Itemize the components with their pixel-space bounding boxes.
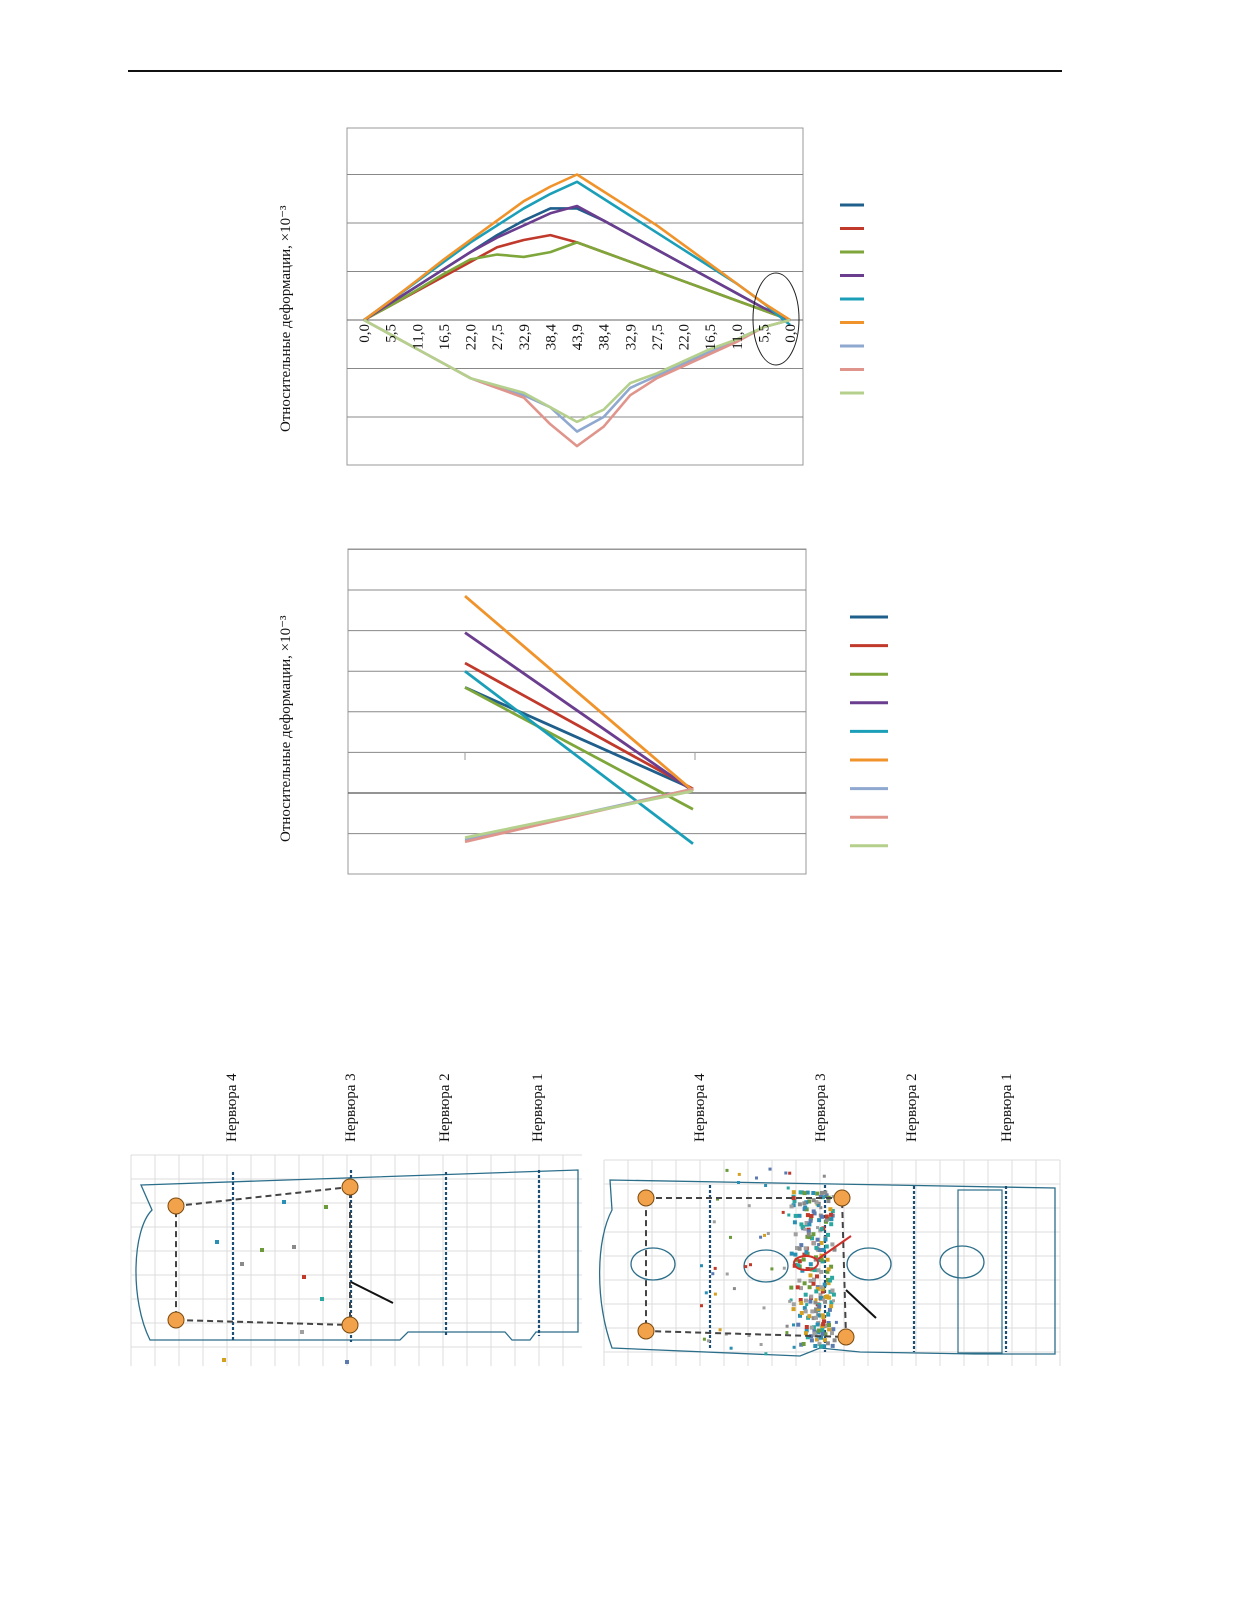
chart1-tick-label: 38,4	[596, 324, 613, 351]
diagram2-scatter-point	[812, 1209, 816, 1213]
diagram2-scatter-point	[822, 1319, 826, 1323]
diagram2-scatter-point	[828, 1207, 832, 1211]
chart2-series-5	[465, 671, 693, 844]
diagram2-scatter-point	[830, 1276, 834, 1280]
diagram2-scatter-point	[797, 1279, 801, 1283]
chart1-ylabel: Относительные деформации, ×10⁻³	[278, 205, 294, 432]
diagram2-scatter-point	[749, 1263, 752, 1266]
diagram2-scatter-point	[786, 1325, 789, 1328]
diagram2-scatter-point	[759, 1236, 762, 1239]
diagram2-scatter-point	[822, 1298, 825, 1301]
chart1-series-5	[364, 182, 790, 325]
diagram2-scatter-point	[814, 1316, 818, 1320]
diagram2-scatter-point	[816, 1226, 819, 1229]
diagram2-scatter-point	[788, 1300, 791, 1303]
diagram2-scatter-point	[811, 1191, 815, 1195]
diagram1-sensor-zone	[176, 1187, 350, 1325]
diagram1-scatter-point	[345, 1360, 349, 1364]
chart1-tick-label: 32,9	[623, 324, 640, 351]
chart1-tick-label: 5,5	[756, 324, 773, 343]
diagram2-scatter-point	[803, 1206, 807, 1210]
diagram2-scatter-point	[803, 1191, 807, 1195]
diagram2-scatter-point	[783, 1267, 786, 1270]
chart2-series-1	[465, 687, 693, 789]
diagram2-scatter-point	[792, 1196, 796, 1200]
chart1-tick-label: 32,9	[516, 324, 533, 351]
diagram2-scatter-point	[812, 1198, 816, 1202]
diagram2-scatter-point	[767, 1232, 770, 1235]
diagram2-scatter-point	[814, 1289, 818, 1293]
diagram2-scatter-point	[829, 1213, 833, 1217]
diagram1-crack-line	[351, 1282, 393, 1303]
chart1-tick-label: 22,0	[676, 324, 693, 351]
diagram2-scatter-point	[832, 1293, 836, 1297]
diagram2-scatter-point	[803, 1281, 807, 1285]
diagram2-scatter-point	[730, 1347, 733, 1350]
diagram2-scatter-point	[827, 1267, 831, 1271]
diagram2-scatter-point	[802, 1201, 806, 1205]
diagram1-scatter-point	[222, 1358, 226, 1362]
diagram2-scatter-point	[711, 1272, 714, 1275]
diagram2-scatter-point	[830, 1331, 834, 1335]
diagram1-scatter-point	[215, 1240, 219, 1244]
diagram2-scatter-point	[811, 1232, 815, 1236]
diagram2-scatter-point	[713, 1220, 716, 1223]
diagram2-scatter-point	[831, 1289, 835, 1293]
diagram2-scatter-point	[803, 1228, 806, 1231]
diagram2-scatter-point	[829, 1217, 833, 1221]
diagram2-scatter-point	[793, 1346, 796, 1349]
chart1-tick-label: 16,5	[703, 324, 720, 351]
diagram2-scatter-point	[784, 1172, 787, 1175]
diagram2-scatter-point	[793, 1220, 797, 1224]
chart1-tick-label: 0,0	[357, 324, 373, 343]
diagram1-sensor-1	[168, 1198, 184, 1214]
diagram2-scatter-point	[770, 1267, 773, 1270]
diagram2-scatter-point	[804, 1309, 808, 1313]
diagram2-scatter-point	[813, 1344, 817, 1348]
chart1	[347, 128, 864, 465]
chart1-tick-label: 11,0	[729, 324, 746, 350]
diagram2-rib-2-label: Нервюра 2	[904, 1073, 920, 1142]
diagram2-scatter-point	[788, 1172, 791, 1175]
diagram2-scatter-point	[835, 1321, 838, 1324]
chart2-series-2	[465, 663, 693, 789]
diagram2-scatter-point	[760, 1343, 763, 1346]
diagram2-scatter-point	[796, 1285, 800, 1289]
diagram2-scatter-point	[807, 1314, 811, 1318]
diagram2-scatter-point	[809, 1262, 813, 1266]
diagram2-scatter-point	[726, 1273, 729, 1276]
diagram2-rib-1-label: Нервюра 1	[999, 1073, 1015, 1142]
diagram2-scatter-point	[799, 1301, 803, 1305]
diagram1-rib-2-label: Нервюра 2	[437, 1073, 453, 1142]
diagram1-scatter-point	[292, 1245, 296, 1249]
diagram2-scatter-point	[802, 1342, 806, 1346]
diagram2-scatter-point	[806, 1213, 810, 1217]
diagram2-scatter-point	[826, 1233, 830, 1237]
diagram2-scatter-point	[804, 1331, 808, 1335]
diagram2-scatter-point	[825, 1215, 829, 1219]
diagram2-scatter-point	[815, 1338, 818, 1341]
diagram2-scatter-point	[805, 1325, 809, 1329]
diagram2-scatter-point	[798, 1259, 802, 1263]
diagram2-scatter-point	[826, 1341, 830, 1345]
diagram2-scatter-point	[798, 1214, 802, 1218]
diagram2-sensor-1	[638, 1190, 654, 1206]
diagram2-scatter-point	[700, 1264, 703, 1267]
diagram2-scatter-point	[800, 1311, 804, 1315]
diagram2-scatter-point	[817, 1305, 821, 1309]
diagram2-scatter-point	[793, 1253, 797, 1257]
diagram2-scatter-point	[807, 1233, 811, 1237]
diagram2-scatter-point	[827, 1312, 830, 1315]
diagram2-scatter-point	[828, 1308, 832, 1312]
diagram2-scatter-point	[790, 1252, 794, 1256]
diagram2-scatter-point	[794, 1232, 798, 1236]
diagram2-cutout-4	[940, 1246, 984, 1278]
diagram2-scatter-point	[822, 1248, 826, 1252]
diagram2-scatter-point	[827, 1327, 831, 1331]
diagram1-scatter-point	[320, 1297, 324, 1301]
diagram2-scatter-point	[792, 1190, 796, 1194]
diagram2-scatter-point	[748, 1204, 751, 1207]
diagram2-scatter-point	[810, 1326, 814, 1330]
diagram2-scatter-point	[764, 1184, 767, 1187]
diagram2-scatter-point	[819, 1206, 822, 1209]
diagram2-scatter-point	[831, 1344, 835, 1348]
diagram2-scatter-point	[763, 1234, 766, 1237]
chart1-tick-label: 27,5	[649, 324, 666, 351]
diagram2-scatter-point	[827, 1323, 831, 1327]
chart1-plot-area	[347, 128, 803, 465]
diagram2-wing-panel	[600, 1160, 1060, 1366]
diagram2-scatter-point	[794, 1214, 798, 1218]
diagram2-rib-4-label: Нервюра 4	[692, 1073, 708, 1142]
chart1-series-3	[364, 242, 790, 320]
diagram2-sensor-3	[838, 1329, 854, 1345]
diagram2-scatter-point	[823, 1191, 827, 1195]
diagram2-scatter-point	[738, 1173, 741, 1176]
diagram2-scatter-point	[700, 1304, 703, 1307]
diagram1-rib-4-label: Нервюра 4	[224, 1073, 240, 1142]
diagram2-scatter-point	[792, 1307, 796, 1311]
diagram2-scatter-point	[818, 1248, 822, 1252]
diagram2-scatter-point	[705, 1291, 708, 1294]
diagram1-scatter-point	[300, 1330, 304, 1334]
diagram2-scatter-point	[707, 1339, 710, 1342]
diagram2-cutout-1	[631, 1248, 675, 1280]
diagram1-scatter-point	[324, 1205, 328, 1209]
diagram2-scatter-point	[830, 1242, 834, 1246]
diagram1-scatter-point	[240, 1262, 244, 1266]
diagram2-scatter-point	[737, 1181, 740, 1184]
diagram2-scatter-point	[810, 1309, 814, 1313]
diagram1-sensor-3	[342, 1317, 358, 1333]
diagram2-scatter-point	[799, 1190, 803, 1194]
chart2-series-9	[465, 791, 693, 838]
chart1-tick-label: 16,5	[436, 324, 453, 351]
diagram2-scatter-point	[769, 1168, 772, 1171]
diagram2-scatter-point	[809, 1273, 813, 1277]
diagram2-scatter-point	[815, 1274, 819, 1278]
chart1-tick-label: 5,5	[383, 324, 400, 343]
chart1-tick-label: 27,5	[490, 324, 507, 351]
diagram1-scatter-point	[282, 1200, 286, 1204]
diagram2-scatter-point	[808, 1300, 812, 1304]
chart1-series-1	[364, 208, 790, 320]
diagram2-scatter-point	[817, 1329, 821, 1333]
diagram1-panel-outline	[136, 1170, 578, 1340]
diagram2-scatter-point	[817, 1204, 820, 1207]
diagram2-scatter-point	[719, 1328, 722, 1331]
diagram2-scatter-point	[823, 1175, 826, 1178]
chart1-highlight-ellipse	[753, 273, 799, 365]
diagram2-scatter-point	[831, 1327, 835, 1331]
diagram2-scatter-point	[792, 1323, 795, 1326]
diagram1-wing-panel	[131, 1155, 582, 1366]
diagram2-scatter-point	[812, 1241, 816, 1245]
chart1-tick-label: 0,0	[783, 324, 799, 343]
diagram1-scatter-point	[260, 1248, 264, 1252]
diagram2-scatter-point	[804, 1299, 808, 1303]
diagram2-scatter-point	[787, 1214, 790, 1217]
diagram2-scatter-point	[785, 1331, 788, 1334]
diagram2-scatter-point	[804, 1246, 808, 1250]
diagram2-scatter-point	[805, 1303, 808, 1306]
diagram2-scatter-point	[819, 1344, 823, 1348]
diagram2-scatter-point	[744, 1265, 747, 1268]
chart2-series-6	[465, 596, 693, 791]
diagram2-scatter-point	[812, 1282, 816, 1286]
diagram1-rib-1-label: Нервюра 1	[530, 1073, 546, 1142]
diagram2-scatter-point	[821, 1315, 825, 1319]
diagram2-scatter-point	[824, 1238, 828, 1242]
diagram2-scatter-point	[809, 1295, 813, 1299]
diagram2-scatter-point	[789, 1286, 793, 1290]
diagram2-scatter-point	[763, 1306, 766, 1309]
diagram2-scatter-point	[714, 1293, 717, 1296]
diagram2-sensor-2	[834, 1190, 850, 1206]
diagram2-scatter-point	[810, 1338, 814, 1342]
diagram2-scatter-point	[815, 1192, 819, 1196]
chart1-tick-label: 43,9	[570, 324, 586, 351]
diagram2-cutout-3	[847, 1248, 891, 1280]
diagram2-rib-3-label: Нервюра 3	[813, 1073, 829, 1142]
diagram2-scatter-point	[816, 1323, 820, 1327]
diagram2-scatter-point	[827, 1296, 831, 1300]
diagram1-scatter-point	[302, 1275, 306, 1279]
diagram2-sensor-4	[638, 1323, 654, 1339]
diagram2-scatter-point	[820, 1215, 824, 1219]
chart1-tick-label: 11,0	[410, 324, 427, 350]
diagram2-scatter-point	[798, 1247, 802, 1251]
diagram2-scatter-point	[755, 1177, 758, 1180]
diagram2-scatter-point	[808, 1285, 812, 1289]
diagram2-scatter-point	[782, 1211, 785, 1214]
diagram2-scatter-point	[796, 1323, 800, 1327]
diagram2-scatter-point	[807, 1222, 811, 1226]
diagram2-scatter-point	[804, 1250, 808, 1254]
diagram2-scatter-point	[714, 1267, 717, 1270]
diagram2-scatter-point	[821, 1332, 825, 1336]
diagram2-scatter-point	[833, 1338, 837, 1342]
diagram2-scatter-point	[810, 1214, 814, 1218]
diagram2-scatter-point	[814, 1246, 818, 1250]
diagram2-scatter-point	[829, 1222, 833, 1226]
diagram2-scatter-point	[729, 1236, 732, 1239]
diagram2-scatter-point	[802, 1258, 806, 1262]
diagram2-scatter-point	[764, 1352, 767, 1355]
chart2-series-3	[465, 687, 693, 809]
diagram1-sensor-4	[168, 1312, 184, 1328]
diagram1-rib-3-label: Нервюра 3	[343, 1073, 359, 1142]
diagram2-scatter-point	[798, 1202, 802, 1206]
diagram2-scatter-point	[820, 1227, 824, 1231]
diagram2-scatter-point	[787, 1187, 790, 1190]
diagram2-scatter-point	[703, 1338, 706, 1341]
diagram2-scatter-point	[817, 1243, 820, 1246]
chart2	[348, 549, 888, 874]
diagram2-scatter-point	[829, 1304, 833, 1308]
diagram1-sensor-2	[342, 1179, 358, 1195]
chart1-series-6	[364, 175, 790, 321]
diagram2-scatter-point	[733, 1287, 736, 1290]
chart1-tick-label: 22,0	[463, 324, 480, 351]
diagram2-scatter-point	[792, 1302, 796, 1306]
diagram2-scatter-point	[826, 1258, 830, 1262]
diagram2-scatter-point	[799, 1243, 803, 1247]
diagram2-scatter-point	[815, 1298, 818, 1301]
diagram2-scatter-point	[790, 1205, 794, 1209]
diagram2-scatter-point	[819, 1270, 823, 1274]
chart1-tick-label: 38,4	[543, 324, 560, 351]
diagram2-scatter-point	[804, 1293, 808, 1297]
diagram2-scatter-point	[816, 1238, 820, 1242]
diagram2-scatter-point	[809, 1219, 813, 1223]
diagram2-scatter-point	[726, 1169, 729, 1172]
chart2-ylabel: Относительные деформации, ×10⁻³	[278, 615, 294, 842]
diagram2-scatter-point	[832, 1299, 835, 1302]
